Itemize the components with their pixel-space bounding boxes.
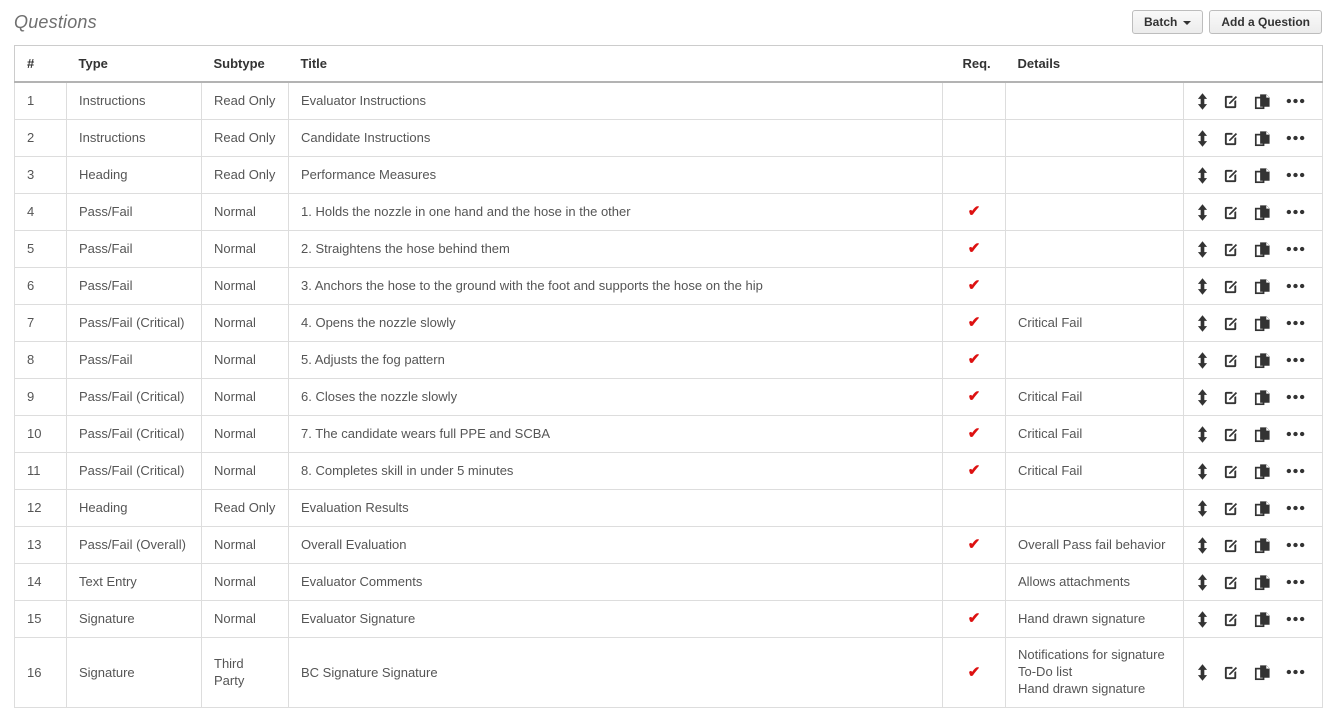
table-row (15, 527, 1323, 564)
table-row (15, 305, 1323, 342)
question-subtype: Read Only (202, 82, 289, 120)
move-question-icon[interactable] (1197, 425, 1208, 443)
row-action-icons (1197, 499, 1305, 517)
column-header-number: # (15, 46, 67, 83)
copy-question-icon[interactable] (1254, 610, 1271, 628)
question-title: Evaluation Results (289, 490, 943, 527)
question-required-cell (943, 157, 1006, 194)
question-type: Pass/Fail (67, 342, 202, 379)
row-action-icons (1197, 536, 1305, 554)
copy-question-icon[interactable] (1254, 166, 1271, 184)
row-action-icons (1197, 314, 1305, 332)
question-subtype: Normal (202, 305, 289, 342)
table-row (15, 231, 1323, 268)
move-question-icon[interactable] (1197, 499, 1208, 517)
copy-question-icon[interactable] (1254, 314, 1271, 332)
table-row (15, 638, 1323, 708)
question-subtype: Normal (202, 231, 289, 268)
question-number: 12 (15, 490, 67, 527)
required-check-icon: ✔ (967, 277, 981, 295)
question-type: Pass/Fail (Critical) (67, 453, 202, 490)
move-question-icon[interactable] (1197, 203, 1208, 221)
table-row (15, 416, 1323, 453)
copy-question-icon[interactable] (1254, 499, 1271, 517)
question-subtype: Normal (202, 379, 289, 416)
question-title: Candidate Instructions (289, 120, 943, 157)
question-actions-cell (1184, 490, 1323, 527)
question-details: Critical Fail (1006, 305, 1184, 342)
edit-question-icon[interactable] (1223, 663, 1240, 681)
table-body (15, 82, 1323, 707)
edit-question-icon[interactable] (1223, 277, 1240, 295)
copy-question-icon[interactable] (1254, 240, 1271, 258)
add-question-button[interactable]: Add a Question (1209, 10, 1322, 34)
question-title: 7. The candidate wears full PPE and SCBA (289, 416, 943, 453)
row-action-icons (1197, 166, 1305, 184)
edit-question-icon[interactable] (1223, 573, 1240, 591)
column-header-actions (1184, 46, 1323, 83)
header-actions (1132, 10, 1322, 34)
question-required-cell (943, 268, 1006, 305)
question-title: 6. Closes the nozzle slowly (289, 379, 943, 416)
question-actions-cell (1184, 564, 1323, 601)
edit-question-icon[interactable] (1223, 499, 1240, 517)
question-actions-cell (1184, 342, 1323, 379)
question-type: Pass/Fail (67, 194, 202, 231)
question-type: Pass/Fail (Overall) (67, 527, 202, 564)
row-action-icons (1197, 92, 1305, 110)
question-details: Critical Fail (1006, 379, 1184, 416)
row-action-icons (1197, 277, 1305, 295)
move-question-icon[interactable] (1197, 240, 1208, 258)
question-type: Signature (67, 638, 202, 708)
table-row (15, 268, 1323, 305)
move-question-icon[interactable] (1197, 462, 1208, 480)
edit-question-icon[interactable] (1223, 388, 1240, 406)
question-title: 1. Holds the nozzle in one hand and the hose in the other (289, 194, 943, 231)
copy-question-icon[interactable] (1254, 351, 1271, 369)
copy-question-icon[interactable] (1254, 425, 1271, 443)
more-options-icon[interactable] (1286, 610, 1305, 628)
edit-question-icon[interactable] (1223, 129, 1240, 147)
question-number: 10 (15, 416, 67, 453)
edit-question-icon[interactable] (1223, 351, 1240, 369)
question-number: 5 (15, 231, 67, 268)
question-number: 6 (15, 268, 67, 305)
move-question-icon[interactable] (1197, 129, 1208, 147)
question-number: 2 (15, 120, 67, 157)
question-number: 7 (15, 305, 67, 342)
question-type: Heading (67, 157, 202, 194)
question-actions-cell (1184, 82, 1323, 120)
question-details (1006, 231, 1184, 268)
question-title: 4. Opens the nozzle slowly (289, 305, 943, 342)
question-actions-cell (1184, 120, 1323, 157)
more-options-icon[interactable] (1286, 573, 1305, 591)
more-options-icon[interactable] (1286, 166, 1305, 184)
question-details (1006, 82, 1184, 120)
more-options-icon[interactable] (1286, 351, 1305, 369)
question-subtype: Read Only (202, 490, 289, 527)
more-options-icon[interactable] (1286, 314, 1305, 332)
row-action-icons (1197, 573, 1305, 591)
required-check-icon: ✔ (967, 240, 981, 258)
required-check-icon: ✔ (967, 388, 981, 406)
question-required-cell (943, 490, 1006, 527)
table-row (15, 82, 1323, 120)
move-question-icon[interactable] (1197, 351, 1208, 369)
table-row (15, 601, 1323, 638)
question-number: 13 (15, 527, 67, 564)
edit-question-icon[interactable] (1223, 462, 1240, 480)
question-actions-cell (1184, 379, 1323, 416)
question-actions-cell (1184, 638, 1323, 708)
question-title: Evaluator Signature (289, 601, 943, 638)
question-required-cell (943, 527, 1006, 564)
move-question-icon[interactable] (1197, 663, 1208, 681)
move-question-icon[interactable] (1197, 388, 1208, 406)
move-question-icon[interactable] (1197, 277, 1208, 295)
question-required-cell (943, 453, 1006, 490)
question-subtype: Normal (202, 416, 289, 453)
table-row (15, 157, 1323, 194)
question-actions-cell (1184, 601, 1323, 638)
question-subtype: Normal (202, 342, 289, 379)
question-details: Critical Fail (1006, 416, 1184, 453)
more-options-icon[interactable] (1286, 92, 1305, 110)
copy-question-icon[interactable] (1254, 462, 1271, 480)
question-type: Pass/Fail (67, 231, 202, 268)
copy-question-icon[interactable] (1254, 536, 1271, 554)
row-action-icons (1197, 129, 1305, 147)
row-action-icons (1197, 351, 1305, 369)
question-details (1006, 194, 1184, 231)
question-title: Performance Measures (289, 157, 943, 194)
table-row (15, 342, 1323, 379)
required-check-icon: ✔ (967, 314, 981, 332)
edit-question-icon[interactable] (1223, 166, 1240, 184)
question-actions-cell (1184, 305, 1323, 342)
question-title: 5. Adjusts the fog pattern (289, 342, 943, 379)
question-number: 1 (15, 82, 67, 120)
edit-question-icon[interactable] (1223, 536, 1240, 554)
question-type: Pass/Fail (67, 268, 202, 305)
required-check-icon: ✔ (967, 610, 981, 628)
question-subtype: Third Party (202, 638, 289, 708)
question-subtype: Normal (202, 453, 289, 490)
question-title: Evaluator Comments (289, 564, 943, 601)
batch-button[interactable] (1132, 10, 1203, 34)
question-details (1006, 268, 1184, 305)
copy-question-icon[interactable] (1254, 92, 1271, 110)
row-action-icons (1197, 610, 1305, 628)
questions-table (14, 45, 1323, 708)
question-number: 16 (15, 638, 67, 708)
required-check-icon: ✔ (967, 203, 981, 221)
edit-question-icon[interactable] (1223, 203, 1240, 221)
required-check-icon: ✔ (967, 663, 981, 681)
question-details: Hand drawn signature (1006, 601, 1184, 638)
question-subtype: Normal (202, 194, 289, 231)
question-number: 14 (15, 564, 67, 601)
required-check-icon: ✔ (967, 536, 981, 554)
question-required-cell (943, 342, 1006, 379)
copy-question-icon[interactable] (1254, 388, 1271, 406)
question-subtype: Normal (202, 601, 289, 638)
question-subtype: Normal (202, 564, 289, 601)
question-actions-cell (1184, 231, 1323, 268)
question-type: Text Entry (67, 564, 202, 601)
column-header-details: Details (1006, 46, 1184, 83)
edit-question-icon[interactable] (1223, 314, 1240, 332)
table-row (15, 379, 1323, 416)
question-required-cell (943, 305, 1006, 342)
question-title: BC Signature Signature (289, 638, 943, 708)
page-title: Questions (14, 11, 97, 32)
question-actions-cell (1184, 268, 1323, 305)
question-title: 2. Straightens the hose behind them (289, 231, 943, 268)
question-required-cell (943, 120, 1006, 157)
question-details: Critical Fail (1006, 453, 1184, 490)
question-type: Signature (67, 601, 202, 638)
move-question-icon[interactable] (1197, 314, 1208, 332)
more-options-icon[interactable] (1286, 388, 1305, 406)
more-options-icon[interactable] (1286, 462, 1305, 480)
table-row (15, 120, 1323, 157)
column-header-type: Type (67, 46, 202, 83)
question-required-cell (943, 601, 1006, 638)
more-options-icon[interactable] (1286, 663, 1305, 681)
row-action-icons (1197, 203, 1305, 221)
move-question-icon[interactable] (1197, 573, 1208, 591)
edit-question-icon[interactable] (1223, 610, 1240, 628)
table-header-row (15, 46, 1323, 83)
copy-question-icon[interactable] (1254, 203, 1271, 221)
more-options-icon[interactable] (1286, 129, 1305, 147)
copy-question-icon[interactable] (1254, 573, 1271, 591)
page-header (14, 5, 1322, 39)
question-number: 8 (15, 342, 67, 379)
question-title: 3. Anchors the hose to the ground with the foot and supports the hose on the hip (289, 268, 943, 305)
question-title: Overall Evaluation (289, 527, 943, 564)
question-type: Instructions (67, 82, 202, 120)
more-options-icon[interactable] (1286, 536, 1305, 554)
copy-question-icon[interactable] (1254, 277, 1271, 295)
required-check-icon: ✔ (967, 351, 981, 369)
more-options-icon[interactable] (1286, 277, 1305, 295)
question-actions-cell (1184, 157, 1323, 194)
question-actions-cell (1184, 527, 1323, 564)
question-details (1006, 342, 1184, 379)
question-required-cell (943, 194, 1006, 231)
batch-button-label: Batch (1143, 15, 1178, 29)
required-check-icon: ✔ (967, 425, 981, 443)
move-question-icon[interactable] (1197, 92, 1208, 110)
caret-down-icon (1183, 21, 1191, 25)
question-type: Instructions (67, 120, 202, 157)
edit-question-icon[interactable] (1223, 92, 1240, 110)
row-action-icons (1197, 462, 1305, 480)
copy-question-icon[interactable] (1254, 129, 1271, 147)
question-number: 11 (15, 453, 67, 490)
question-required-cell (943, 231, 1006, 268)
question-details: Notifications for signature To-Do list Hand drawn signature (1006, 638, 1184, 708)
row-action-icons (1197, 425, 1305, 443)
question-required-cell (943, 82, 1006, 120)
question-details: Allows attachments (1006, 564, 1184, 601)
question-required-cell (943, 416, 1006, 453)
question-details (1006, 120, 1184, 157)
question-required-cell (943, 379, 1006, 416)
question-actions-cell (1184, 453, 1323, 490)
question-type: Pass/Fail (Critical) (67, 379, 202, 416)
edit-question-icon[interactable] (1223, 425, 1240, 443)
question-actions-cell (1184, 416, 1323, 453)
move-question-icon[interactable] (1197, 536, 1208, 554)
question-required-cell (943, 638, 1006, 708)
required-check-icon: ✔ (967, 462, 981, 480)
question-type: Pass/Fail (Critical) (67, 305, 202, 342)
question-subtype: Read Only (202, 120, 289, 157)
table-row (15, 564, 1323, 601)
move-question-icon[interactable] (1197, 610, 1208, 628)
question-subtype: Normal (202, 268, 289, 305)
question-subtype: Normal (202, 527, 289, 564)
question-details: Overall Pass fail behavior (1006, 527, 1184, 564)
question-type: Heading (67, 490, 202, 527)
more-options-icon[interactable] (1286, 425, 1305, 443)
edit-question-icon[interactable] (1223, 240, 1240, 258)
question-type: Pass/Fail (Critical) (67, 416, 202, 453)
question-number: 4 (15, 194, 67, 231)
question-title: 8. Completes skill in under 5 minutes (289, 453, 943, 490)
question-title: Evaluator Instructions (289, 82, 943, 120)
table-row (15, 453, 1323, 490)
more-options-icon[interactable] (1286, 203, 1305, 221)
more-options-icon[interactable] (1286, 240, 1305, 258)
row-action-icons (1197, 663, 1305, 681)
question-details (1006, 490, 1184, 527)
copy-question-icon[interactable] (1254, 663, 1271, 681)
table-header (15, 46, 1323, 83)
row-action-icons (1197, 388, 1305, 406)
table-row (15, 194, 1323, 231)
question-number: 3 (15, 157, 67, 194)
column-header-subtype: Subtype (202, 46, 289, 83)
question-required-cell (943, 564, 1006, 601)
row-action-icons (1197, 240, 1305, 258)
table-row (15, 490, 1323, 527)
move-question-icon[interactable] (1197, 166, 1208, 184)
question-actions-cell (1184, 194, 1323, 231)
question-details (1006, 157, 1184, 194)
question-subtype: Read Only (202, 157, 289, 194)
question-number: 9 (15, 379, 67, 416)
column-header-required: Req. (943, 46, 1006, 83)
question-number: 15 (15, 601, 67, 638)
column-header-title: Title (289, 46, 943, 83)
more-options-icon[interactable] (1286, 499, 1305, 517)
